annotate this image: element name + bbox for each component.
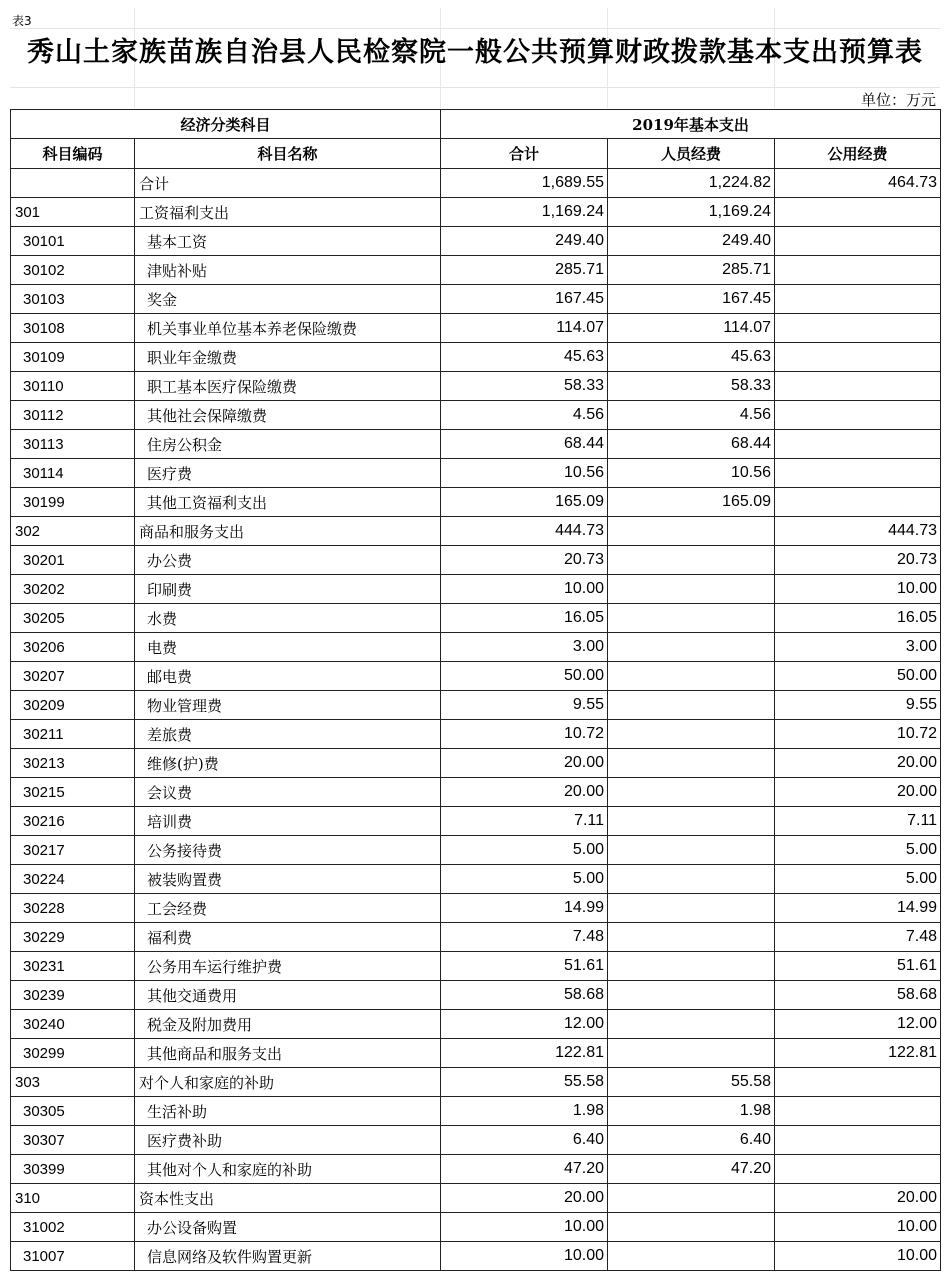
public-cell: 5.00 xyxy=(775,836,941,865)
subject-name-cell: 税金及附加费用 xyxy=(135,1010,441,1039)
subject-name-cell: 会议费 xyxy=(135,778,441,807)
table-row xyxy=(11,343,941,372)
subject-code-cell: 30231 xyxy=(11,952,135,981)
personnel-cell xyxy=(608,517,775,546)
personnel-cell: 114.07 xyxy=(608,314,775,343)
table-row xyxy=(11,691,941,720)
subject-code-cell: 31002 xyxy=(11,1213,135,1242)
subject-name-cell: 生活补助 xyxy=(135,1097,441,1126)
personnel-cell xyxy=(608,720,775,749)
public-cell: 9.55 xyxy=(775,691,941,720)
total-cell: 1,169.24 xyxy=(441,198,608,227)
table-row xyxy=(11,778,941,807)
personnel-cell xyxy=(608,662,775,691)
subject-name-cell: 其他工资福利支出 xyxy=(135,488,441,517)
public-cell: 12.00 xyxy=(775,1010,941,1039)
personnel-cell: 68.44 xyxy=(608,430,775,459)
public-cell: 10.00 xyxy=(775,1213,941,1242)
table-row xyxy=(11,662,941,691)
personnel-cell xyxy=(608,691,775,720)
total-cell: 14.99 xyxy=(441,894,608,923)
subject-name-cell: 职业年金缴费 xyxy=(135,343,441,372)
public-cell: 7.11 xyxy=(775,807,941,836)
subject-name-cell: 公务用车运行维护费 xyxy=(135,952,441,981)
total-cell: 10.00 xyxy=(441,1213,608,1242)
public-cell: 58.68 xyxy=(775,981,941,1010)
personnel-cell: 6.40 xyxy=(608,1126,775,1155)
subject-name-cell: 差旅费 xyxy=(135,720,441,749)
total-cell: 20.00 xyxy=(441,778,608,807)
public-cell: 51.61 xyxy=(775,952,941,981)
table-label: 表3 xyxy=(12,14,32,28)
personnel-cell xyxy=(608,749,775,778)
subject-name-cell: 津贴补贴 xyxy=(135,256,441,285)
table-row xyxy=(11,894,941,923)
total-cell: 51.61 xyxy=(441,952,608,981)
table-row xyxy=(11,923,941,952)
personnel-cell: 4.56 xyxy=(608,401,775,430)
subject-code-cell xyxy=(11,169,135,198)
personnel-cell: 165.09 xyxy=(608,488,775,517)
subject-code-cell: 30229 xyxy=(11,923,135,952)
subject-code-cell: 30110 xyxy=(11,372,135,401)
table-row xyxy=(11,314,941,343)
budget-table xyxy=(10,109,941,1271)
public-cell: 7.48 xyxy=(775,923,941,952)
table-row xyxy=(11,749,941,778)
total-cell: 122.81 xyxy=(441,1039,608,1068)
total-cell: 55.58 xyxy=(441,1068,608,1097)
subject-code-cell: 30209 xyxy=(11,691,135,720)
gridline xyxy=(10,87,940,88)
public-cell: 20.73 xyxy=(775,546,941,575)
public-cell: 16.05 xyxy=(775,604,941,633)
public-cell: 20.00 xyxy=(775,778,941,807)
subject-code-cell: 30102 xyxy=(11,256,135,285)
subject-name-cell: 机关事业单位基本养老保险缴费 xyxy=(135,314,441,343)
personnel-cell xyxy=(608,981,775,1010)
subject-name-cell: 公务接待费 xyxy=(135,836,441,865)
subject-name-cell: 其他对个人和家庭的补助 xyxy=(135,1155,441,1184)
total-cell: 10.00 xyxy=(441,1242,608,1271)
table-row xyxy=(11,575,941,604)
public-cell xyxy=(775,1155,941,1184)
total-cell: 10.56 xyxy=(441,459,608,488)
subject-name-cell: 工资福利支出 xyxy=(135,198,441,227)
header-row-group xyxy=(11,110,941,139)
personnel-cell: 58.33 xyxy=(608,372,775,401)
header-total: 合计 xyxy=(441,139,608,169)
public-cell: 10.00 xyxy=(775,1242,941,1271)
subject-name-cell: 被装购置费 xyxy=(135,865,441,894)
table-row xyxy=(11,633,941,662)
public-cell: 10.72 xyxy=(775,720,941,749)
public-cell xyxy=(775,1126,941,1155)
subject-name-cell: 其他交通费用 xyxy=(135,981,441,1010)
subject-code-cell: 301 xyxy=(11,198,135,227)
personnel-cell xyxy=(608,952,775,981)
subject-code-cell: 30217 xyxy=(11,836,135,865)
subject-code-cell: 30299 xyxy=(11,1039,135,1068)
total-cell: 249.40 xyxy=(441,227,608,256)
subject-name-cell: 印刷费 xyxy=(135,575,441,604)
public-cell xyxy=(775,285,941,314)
total-cell: 45.63 xyxy=(441,343,608,372)
total-cell: 6.40 xyxy=(441,1126,608,1155)
total-cell: 5.00 xyxy=(441,865,608,894)
total-cell: 58.33 xyxy=(441,372,608,401)
table-row xyxy=(11,488,941,517)
public-cell xyxy=(775,1068,941,1097)
total-cell: 167.45 xyxy=(441,285,608,314)
subject-code-cell: 30109 xyxy=(11,343,135,372)
header-subject-name: 科目名称 xyxy=(135,139,441,169)
public-cell: 50.00 xyxy=(775,662,941,691)
subject-code-cell: 30205 xyxy=(11,604,135,633)
public-cell: 5.00 xyxy=(775,865,941,894)
personnel-cell xyxy=(608,865,775,894)
personnel-cell: 55.58 xyxy=(608,1068,775,1097)
subject-name-cell: 物业管理费 xyxy=(135,691,441,720)
table-row xyxy=(11,430,941,459)
subject-code-cell: 30113 xyxy=(11,430,135,459)
table-row xyxy=(11,1184,941,1213)
table-row xyxy=(11,401,941,430)
total-cell: 50.00 xyxy=(441,662,608,691)
public-cell: 10.00 xyxy=(775,575,941,604)
public-cell: 14.99 xyxy=(775,894,941,923)
subject-code-cell: 30240 xyxy=(11,1010,135,1039)
subject-name-cell: 邮电费 xyxy=(135,662,441,691)
total-cell: 10.00 xyxy=(441,575,608,604)
table-row xyxy=(11,952,941,981)
table-row xyxy=(11,256,941,285)
subject-code-cell: 31007 xyxy=(11,1242,135,1271)
subject-name-cell: 奖金 xyxy=(135,285,441,314)
table-row xyxy=(11,865,941,894)
subject-code-cell: 30201 xyxy=(11,546,135,575)
total-cell: 165.09 xyxy=(441,488,608,517)
public-cell xyxy=(775,401,941,430)
public-cell xyxy=(775,256,941,285)
personnel-cell: 285.71 xyxy=(608,256,775,285)
table-row xyxy=(11,720,941,749)
total-cell: 4.56 xyxy=(441,401,608,430)
total-cell: 20.00 xyxy=(441,1184,608,1213)
personnel-cell xyxy=(608,1010,775,1039)
subject-name-cell: 水费 xyxy=(135,604,441,633)
subject-code-cell: 30307 xyxy=(11,1126,135,1155)
personnel-cell: 1,224.82 xyxy=(608,169,775,198)
total-cell: 285.71 xyxy=(441,256,608,285)
header-public: 公用经费 xyxy=(775,139,941,169)
subject-code-cell: 30213 xyxy=(11,749,135,778)
subject-name-cell: 培训费 xyxy=(135,807,441,836)
total-cell: 7.48 xyxy=(441,923,608,952)
personnel-cell xyxy=(608,778,775,807)
table-row xyxy=(11,227,941,256)
personnel-cell xyxy=(608,923,775,952)
total-cell: 444.73 xyxy=(441,517,608,546)
table-row xyxy=(11,807,941,836)
personnel-cell: 1.98 xyxy=(608,1097,775,1126)
personnel-cell xyxy=(608,633,775,662)
public-cell: 20.00 xyxy=(775,749,941,778)
table-row xyxy=(11,169,941,198)
public-cell xyxy=(775,227,941,256)
subject-code-cell: 30239 xyxy=(11,981,135,1010)
subject-name-cell: 职工基本医疗保险缴费 xyxy=(135,372,441,401)
total-cell: 1,689.55 xyxy=(441,169,608,198)
subject-code-cell: 30112 xyxy=(11,401,135,430)
personnel-cell xyxy=(608,575,775,604)
personnel-cell: 1,169.24 xyxy=(608,198,775,227)
header-personnel: 人员经费 xyxy=(608,139,775,169)
total-cell: 58.68 xyxy=(441,981,608,1010)
personnel-cell: 167.45 xyxy=(608,285,775,314)
total-cell: 114.07 xyxy=(441,314,608,343)
total-cell: 7.11 xyxy=(441,807,608,836)
table-row xyxy=(11,1126,941,1155)
total-cell: 12.00 xyxy=(441,1010,608,1039)
total-cell: 16.05 xyxy=(441,604,608,633)
public-cell: 122.81 xyxy=(775,1039,941,1068)
table-row xyxy=(11,517,941,546)
table-row xyxy=(11,604,941,633)
personnel-cell xyxy=(608,546,775,575)
subject-code-cell: 30101 xyxy=(11,227,135,256)
subject-name-cell: 电费 xyxy=(135,633,441,662)
total-cell: 47.20 xyxy=(441,1155,608,1184)
table-row xyxy=(11,285,941,314)
personnel-cell: 249.40 xyxy=(608,227,775,256)
subject-code-cell: 30216 xyxy=(11,807,135,836)
subject-code-cell: 303 xyxy=(11,1068,135,1097)
public-cell xyxy=(775,372,941,401)
table-row xyxy=(11,198,941,227)
subject-name-cell: 商品和服务支出 xyxy=(135,517,441,546)
subject-name-cell: 合计 xyxy=(135,169,441,198)
personnel-cell xyxy=(608,836,775,865)
subject-code-cell: 30215 xyxy=(11,778,135,807)
table-row xyxy=(11,1068,941,1097)
public-cell xyxy=(775,343,941,372)
subject-name-cell: 维修(护)费 xyxy=(135,749,441,778)
subject-name-cell: 办公费 xyxy=(135,546,441,575)
table-row xyxy=(11,1242,941,1271)
personnel-cell: 10.56 xyxy=(608,459,775,488)
public-cell: 464.73 xyxy=(775,169,941,198)
personnel-cell: 47.20 xyxy=(608,1155,775,1184)
public-cell xyxy=(775,314,941,343)
subject-code-cell: 302 xyxy=(11,517,135,546)
subject-name-cell: 其他社会保障缴费 xyxy=(135,401,441,430)
personnel-cell xyxy=(608,894,775,923)
subject-name-cell: 工会经费 xyxy=(135,894,441,923)
header-economic-classification: 经济分类科目 xyxy=(11,110,441,139)
subject-name-cell: 其他商品和服务支出 xyxy=(135,1039,441,1068)
table-row xyxy=(11,1213,941,1242)
personnel-cell xyxy=(608,1184,775,1213)
table-row xyxy=(11,1010,941,1039)
subject-code-cell: 30207 xyxy=(11,662,135,691)
header-subject-code: 科目编码 xyxy=(11,139,135,169)
total-cell: 5.00 xyxy=(441,836,608,865)
header-row-columns xyxy=(11,139,941,169)
subject-code-cell: 30211 xyxy=(11,720,135,749)
total-cell: 20.73 xyxy=(441,546,608,575)
subject-name-cell: 对个人和家庭的补助 xyxy=(135,1068,441,1097)
public-cell xyxy=(775,1097,941,1126)
total-cell: 10.72 xyxy=(441,720,608,749)
personnel-cell xyxy=(608,1039,775,1068)
public-cell xyxy=(775,198,941,227)
unit-label: 单位：万元 xyxy=(860,91,936,109)
total-cell: 9.55 xyxy=(441,691,608,720)
subject-name-cell: 医疗费补助 xyxy=(135,1126,441,1155)
subject-name-cell: 住房公积金 xyxy=(135,430,441,459)
personnel-cell xyxy=(608,604,775,633)
subject-code-cell: 30224 xyxy=(11,865,135,894)
public-cell xyxy=(775,488,941,517)
public-cell: 20.00 xyxy=(775,1184,941,1213)
table-row xyxy=(11,459,941,488)
total-cell: 20.00 xyxy=(441,749,608,778)
table-row xyxy=(11,1097,941,1126)
header-basic-expenditure-2019: 2019年基本支出 xyxy=(441,110,941,139)
subject-code-cell: 30305 xyxy=(11,1097,135,1126)
subject-name-cell: 医疗费 xyxy=(135,459,441,488)
subject-code-cell: 30108 xyxy=(11,314,135,343)
table-row xyxy=(11,836,941,865)
table-row xyxy=(11,546,941,575)
personnel-cell xyxy=(608,1242,775,1271)
subject-name-cell: 基本工资 xyxy=(135,227,441,256)
page-title: 秀山土家族苗族自治县人民检察院一般公共预算财政拨款基本支出预算表 xyxy=(27,37,923,68)
total-cell: 3.00 xyxy=(441,633,608,662)
subject-name-cell: 福利费 xyxy=(135,923,441,952)
personnel-cell xyxy=(608,1213,775,1242)
total-cell: 1.98 xyxy=(441,1097,608,1126)
personnel-cell xyxy=(608,807,775,836)
subject-name-cell: 办公设备购置 xyxy=(135,1213,441,1242)
table-row xyxy=(11,372,941,401)
total-cell: 68.44 xyxy=(441,430,608,459)
subject-code-cell: 30206 xyxy=(11,633,135,662)
public-cell xyxy=(775,430,941,459)
subject-code-cell: 30228 xyxy=(11,894,135,923)
public-cell: 444.73 xyxy=(775,517,941,546)
table-row xyxy=(11,1039,941,1068)
table-row xyxy=(11,981,941,1010)
subject-name-cell: 信息网络及软件购置更新 xyxy=(135,1242,441,1271)
subject-code-cell: 30103 xyxy=(11,285,135,314)
subject-code-cell: 30199 xyxy=(11,488,135,517)
public-cell: 3.00 xyxy=(775,633,941,662)
subject-name-cell: 资本性支出 xyxy=(135,1184,441,1213)
subject-code-cell: 30202 xyxy=(11,575,135,604)
subject-code-cell: 30114 xyxy=(11,459,135,488)
table-row xyxy=(11,1155,941,1184)
subject-code-cell: 310 xyxy=(11,1184,135,1213)
subject-code-cell: 30399 xyxy=(11,1155,135,1184)
gridline xyxy=(10,28,940,29)
public-cell xyxy=(775,459,941,488)
personnel-cell: 45.63 xyxy=(608,343,775,372)
